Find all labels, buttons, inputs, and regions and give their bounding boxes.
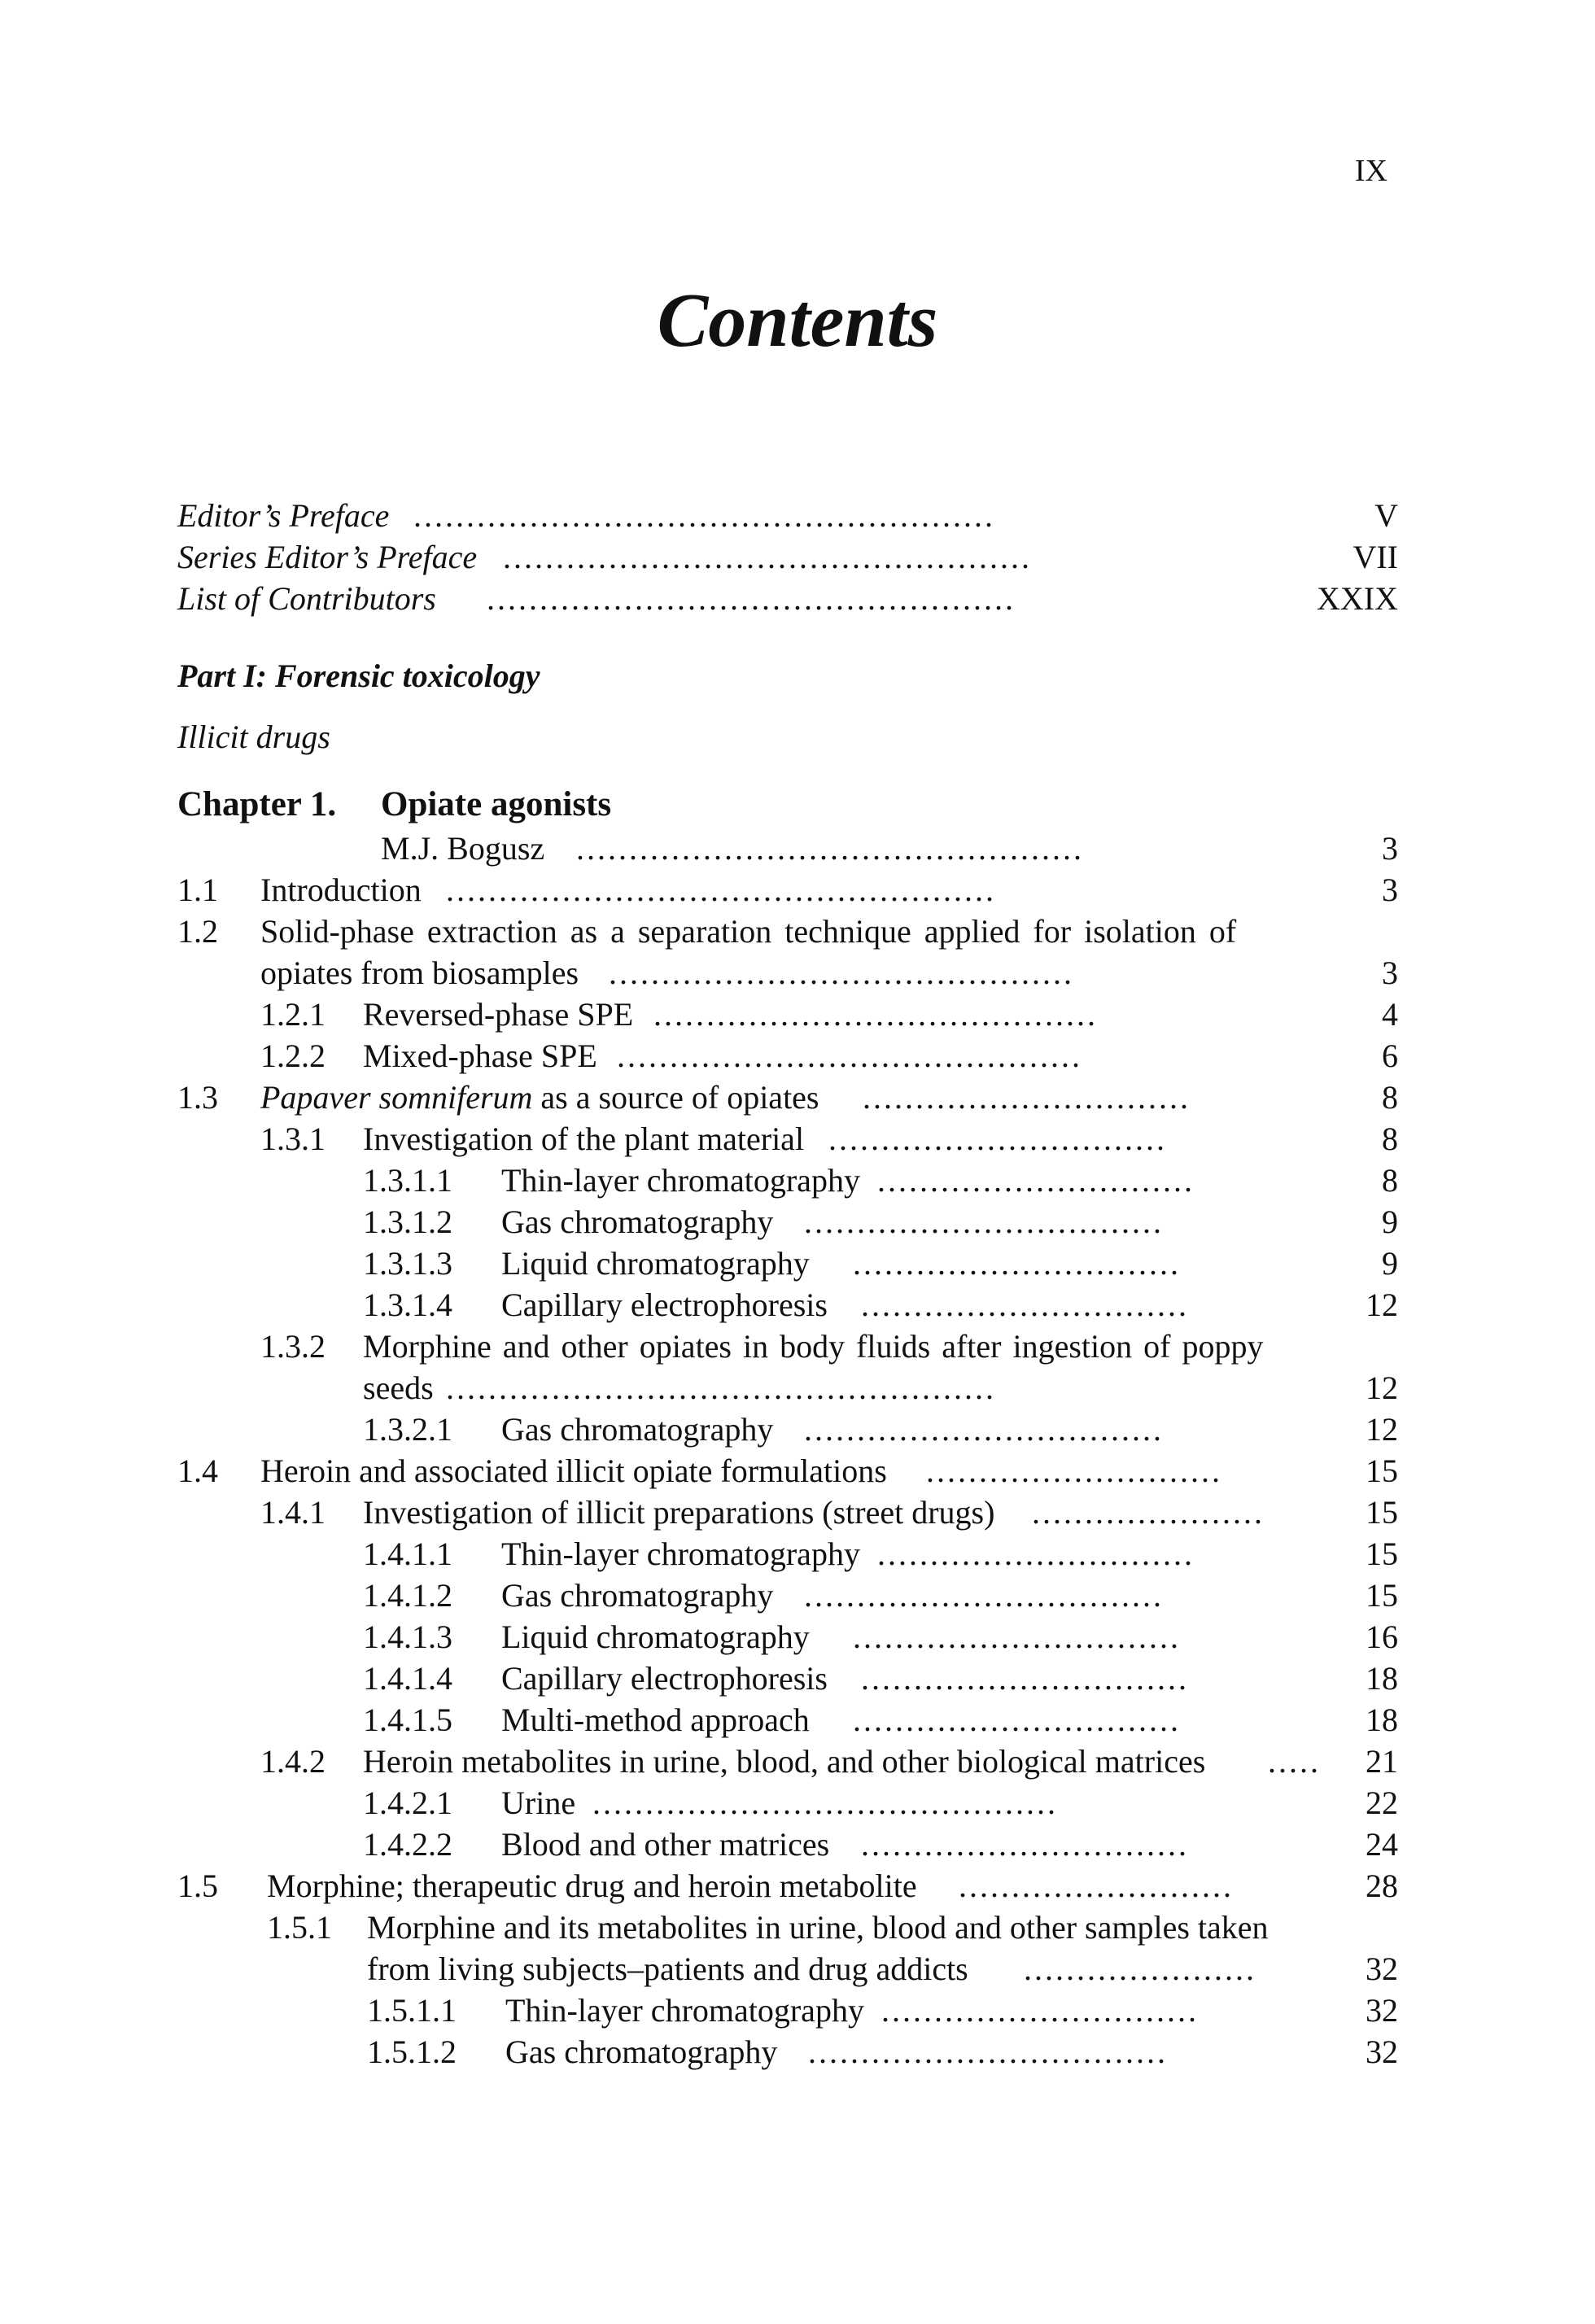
toc-entry-text: opiates from biosamples bbox=[260, 954, 579, 991]
toc-entry-number: 1.3.1.2 bbox=[363, 1204, 452, 1240]
toc-entry-number: 1.3 bbox=[177, 1079, 218, 1116]
toc-entry-number: 1.3.1.1 bbox=[363, 1162, 452, 1199]
toc-entry-text: from living subjects–patients and drug addicts bbox=[367, 1950, 968, 1987]
toc-entry-text: Morphine; therapeutic drug and heroin metabolite bbox=[267, 1868, 917, 1904]
toc-entry-page: 15 bbox=[1366, 1536, 1398, 1572]
dot-leader: .............................. bbox=[877, 1536, 1195, 1572]
toc-entry[interactable] bbox=[177, 1492, 1398, 1533]
toc-entry[interactable] bbox=[177, 2031, 1398, 2073]
toc-entry-text: Capillary electrophoresis bbox=[501, 1660, 828, 1697]
toc-entry[interactable] bbox=[177, 1907, 1398, 1948]
dot-leader: ............................... bbox=[861, 1826, 1189, 1863]
toc-entry-page: 12 bbox=[1366, 1411, 1398, 1448]
dot-leader: ............................... bbox=[861, 1660, 1189, 1697]
dot-leader: .................................................. bbox=[503, 539, 1032, 575]
toc-entry-number: 1.4.1.1 bbox=[363, 1536, 452, 1572]
toc-entry-page: 15 bbox=[1366, 1494, 1398, 1531]
toc-entry-page: XXIX bbox=[1317, 580, 1398, 617]
dot-leader: ....................................................... bbox=[413, 497, 995, 534]
part-title: Part I: Forensic toxicology bbox=[177, 657, 540, 694]
toc-entry-page: 9 bbox=[1382, 1245, 1398, 1282]
toc-entry-page: 18 bbox=[1366, 1660, 1398, 1697]
toc-entry-text: Gas chromatography bbox=[501, 1204, 774, 1240]
toc-entry-text: Gas chromatography bbox=[501, 1577, 774, 1614]
dot-leader: ..... bbox=[1268, 1743, 1321, 1780]
toc-entry[interactable] bbox=[177, 911, 1398, 952]
dot-leader: ............................... bbox=[861, 1286, 1189, 1323]
toc-entry-page: V bbox=[1374, 497, 1398, 534]
dot-leader: ............................................ bbox=[617, 1038, 1082, 1074]
toc-entry[interactable] bbox=[177, 1741, 1398, 1782]
toc-entry[interactable] bbox=[177, 1243, 1398, 1284]
dot-leader: .................................. bbox=[804, 1411, 1164, 1448]
table-of-contents bbox=[177, 495, 1398, 2073]
toc-entry-text: Introduction bbox=[260, 872, 422, 908]
toc-entry[interactable] bbox=[177, 1990, 1398, 2031]
page-title: Contents bbox=[657, 278, 938, 363]
toc-entry-series-editors-preface[interactable] bbox=[177, 536, 1398, 578]
toc-entry[interactable] bbox=[177, 1118, 1398, 1160]
toc-entry-page: 32 bbox=[1366, 1950, 1398, 1987]
dot-leader: .................................................... bbox=[446, 872, 996, 908]
chapter-label: Chapter 1. bbox=[177, 785, 337, 823]
dot-leader: ............................................ bbox=[609, 954, 1074, 991]
toc-entry-page: 12 bbox=[1366, 1286, 1398, 1323]
toc-entry[interactable] bbox=[177, 1865, 1398, 1907]
toc-entry-text: Editor’s Preface bbox=[177, 497, 390, 534]
dot-leader: ............................ bbox=[926, 1452, 1222, 1489]
toc-entry-page: 3 bbox=[1382, 954, 1398, 991]
toc-entry-text: Liquid chromatography bbox=[501, 1245, 810, 1282]
dot-leader: .................................................. bbox=[487, 580, 1016, 617]
toc-entry-number: 1.5.1.1 bbox=[367, 1992, 457, 2029]
toc-entry-editors-preface[interactable] bbox=[177, 495, 1398, 536]
toc-entry-number: 1.2 bbox=[177, 913, 218, 950]
dot-leader: .............................. bbox=[881, 1992, 1199, 2029]
toc-entry[interactable] bbox=[177, 869, 1398, 911]
part-subtitle: Illicit drugs bbox=[177, 719, 330, 755]
toc-entry-page: 15 bbox=[1366, 1577, 1398, 1614]
dot-leader: .................................. bbox=[804, 1204, 1164, 1240]
toc-entry-page: 6 bbox=[1382, 1038, 1398, 1074]
toc-entry-number: 1.4.2.1 bbox=[363, 1784, 452, 1821]
toc-entry[interactable] bbox=[177, 1824, 1398, 1865]
toc-entry-number: 1.3.2.1 bbox=[363, 1411, 452, 1448]
toc-entry-text: Morphine and other opiates in body fluids after ingestion of poppy bbox=[363, 1328, 1264, 1365]
toc-entry-page: 8 bbox=[1382, 1162, 1398, 1199]
toc-entry[interactable] bbox=[177, 1699, 1398, 1741]
toc-entry-number: 1.4.2.2 bbox=[363, 1826, 452, 1863]
toc-entry[interactable] bbox=[177, 1450, 1398, 1492]
toc-entry[interactable] bbox=[177, 994, 1398, 1035]
toc-entry-page: 8 bbox=[1382, 1079, 1398, 1116]
toc-entry[interactable] bbox=[177, 1035, 1398, 1077]
toc-entry-text: Gas chromatography bbox=[505, 2034, 778, 2070]
toc-entry-page: 21 bbox=[1366, 1743, 1398, 1780]
toc-entry-text: Series Editor’s Preface bbox=[177, 539, 478, 575]
toc-entry-page: 22 bbox=[1366, 1784, 1398, 1821]
dot-leader: .......................................... bbox=[653, 996, 1098, 1033]
toc-entry-text: Thin-layer chromatography bbox=[501, 1162, 860, 1199]
toc-entry[interactable] bbox=[177, 1409, 1398, 1450]
toc-entry-number: 1.4.1.4 bbox=[363, 1660, 452, 1697]
dot-leader: ............................... bbox=[853, 1245, 1181, 1282]
toc-entry-continuation[interactable] bbox=[177, 1367, 1398, 1409]
toc-entry[interactable] bbox=[177, 1077, 1398, 1118]
toc-entry[interactable] bbox=[177, 1533, 1398, 1575]
toc-entry-page: 24 bbox=[1366, 1826, 1398, 1863]
toc-entry-text: List of Contributors bbox=[177, 580, 436, 617]
toc-entry-page: 28 bbox=[1366, 1868, 1398, 1904]
toc-entry-number: 1.4.1.5 bbox=[363, 1702, 452, 1738]
toc-entry-text: Blood and other matrices bbox=[501, 1826, 830, 1863]
toc-entry-number: 1.4 bbox=[177, 1452, 218, 1489]
toc-entry-text: Investigation of illicit preparations (street drugs) bbox=[363, 1494, 995, 1531]
toc-entry-page: 3 bbox=[1382, 872, 1398, 908]
toc-entry-text: Heroin metabolites in urine, blood, and other biological matrices bbox=[363, 1743, 1206, 1780]
toc-entry-text-italic: Papaver somniferum bbox=[260, 1079, 533, 1116]
toc-entry-text: Thin-layer chromatography bbox=[505, 1992, 864, 2029]
toc-entry-number: 1.2.2 bbox=[260, 1038, 326, 1074]
dot-leader: ............................................ bbox=[592, 1784, 1058, 1821]
dot-leader: ...................... bbox=[1032, 1494, 1265, 1531]
toc-entry-continuation[interactable] bbox=[177, 952, 1398, 994]
toc-entry-text: Thin-layer chromatography bbox=[501, 1536, 860, 1572]
toc-entry-page: VII bbox=[1352, 539, 1398, 575]
chapter-heading bbox=[177, 782, 1398, 828]
dot-leader: .................................. bbox=[804, 1577, 1164, 1614]
toc-entry-page: 16 bbox=[1366, 1618, 1398, 1655]
toc-entry[interactable] bbox=[177, 1658, 1398, 1699]
toc-entry-number: 1.5.1.2 bbox=[367, 2034, 457, 2070]
toc-entry-page: 32 bbox=[1366, 2034, 1398, 2070]
chapter-author-name: M.J. Bogusz bbox=[381, 830, 545, 867]
toc-entry-text-rest: as a source of opiates bbox=[532, 1079, 819, 1116]
dot-leader: ................................ bbox=[828, 1120, 1167, 1157]
toc-entry-page: 32 bbox=[1366, 1992, 1398, 2029]
toc-entry-text: Urine bbox=[501, 1784, 576, 1821]
toc-entry-number: 1.1 bbox=[177, 872, 218, 908]
chapter-author[interactable] bbox=[177, 828, 1398, 869]
dot-leader: .................................................... bbox=[446, 1370, 996, 1406]
toc-entry-page: 15 bbox=[1366, 1452, 1398, 1489]
chapter-title: Opiate agonists bbox=[381, 785, 612, 823]
dot-leader: ................................................ bbox=[576, 830, 1084, 867]
toc-entry-number: 1.4.1.3 bbox=[363, 1618, 452, 1655]
toc-entry-text: Capillary electrophoresis bbox=[501, 1286, 828, 1323]
toc-entry-number: 1.2.1 bbox=[260, 996, 326, 1033]
toc-entry[interactable] bbox=[177, 1782, 1398, 1824]
toc-entry[interactable] bbox=[177, 1201, 1398, 1243]
dot-leader: ............................... bbox=[853, 1618, 1181, 1655]
toc-entry-page: 4 bbox=[1382, 996, 1398, 1033]
toc-entry-number: 1.3.1 bbox=[260, 1120, 326, 1157]
toc-entry-number: 1.5.1 bbox=[267, 1909, 332, 1946]
toc-entry-text: Gas chromatography bbox=[501, 1411, 774, 1448]
toc-entry-text: Multi-method approach bbox=[501, 1702, 810, 1738]
toc-entry[interactable] bbox=[177, 1575, 1398, 1616]
dot-leader: ...................... bbox=[1024, 1950, 1256, 1987]
toc-entry-text: Morphine and its metabolites in urine, blood and other samples taken bbox=[367, 1909, 1269, 1946]
toc-entry-page: 12 bbox=[1366, 1370, 1398, 1406]
toc-entry-text bbox=[260, 1077, 819, 1118]
toc-entry[interactable] bbox=[177, 1160, 1398, 1201]
page-number: IX bbox=[1354, 154, 1387, 188]
toc-entry-page: 9 bbox=[1382, 1204, 1398, 1240]
toc-entry-page: 3 bbox=[1382, 830, 1398, 867]
dot-leader: .................................. bbox=[808, 2034, 1168, 2070]
toc-entry-number: 1.4.2 bbox=[260, 1743, 326, 1780]
toc-entry-number: 1.3.1.4 bbox=[363, 1286, 452, 1323]
toc-entry-number: 1.5 bbox=[177, 1868, 218, 1904]
toc-entry-text: Liquid chromatography bbox=[501, 1618, 810, 1655]
toc-entry[interactable] bbox=[177, 1616, 1398, 1658]
toc-entry-text: Investigation of the plant material bbox=[363, 1120, 805, 1157]
dot-leader: .......................... bbox=[959, 1868, 1234, 1904]
toc-entry-page: 18 bbox=[1366, 1702, 1398, 1738]
toc-entry-text: Solid-phase extraction as a separation technique applied for isolation of bbox=[260, 913, 1237, 950]
dot-leader: ............................... bbox=[863, 1079, 1191, 1116]
toc-entry-number: 1.4.1 bbox=[260, 1494, 326, 1531]
toc-entry-continuation[interactable] bbox=[177, 1948, 1398, 1990]
toc-entry[interactable] bbox=[177, 1284, 1398, 1326]
dot-leader: .............................. bbox=[877, 1162, 1195, 1199]
toc-entry-text: Reversed-phase SPE bbox=[363, 996, 634, 1033]
toc-entry-text: Heroin and associated illicit opiate formulations bbox=[260, 1452, 887, 1489]
toc-entry-list-of-contributors[interactable] bbox=[177, 578, 1398, 619]
toc-entry-text: Mixed-phase SPE bbox=[363, 1038, 597, 1074]
toc-entry-number: 1.3.1.3 bbox=[363, 1245, 452, 1282]
toc-entry-number: 1.4.1.2 bbox=[363, 1577, 452, 1614]
toc-entry-number: 1.3.2 bbox=[260, 1328, 326, 1365]
dot-leader: ............................... bbox=[853, 1702, 1181, 1738]
toc-entry-text: seeds bbox=[363, 1370, 434, 1406]
toc-entry-page: 8 bbox=[1382, 1120, 1398, 1157]
toc-entry[interactable] bbox=[177, 1326, 1398, 1367]
